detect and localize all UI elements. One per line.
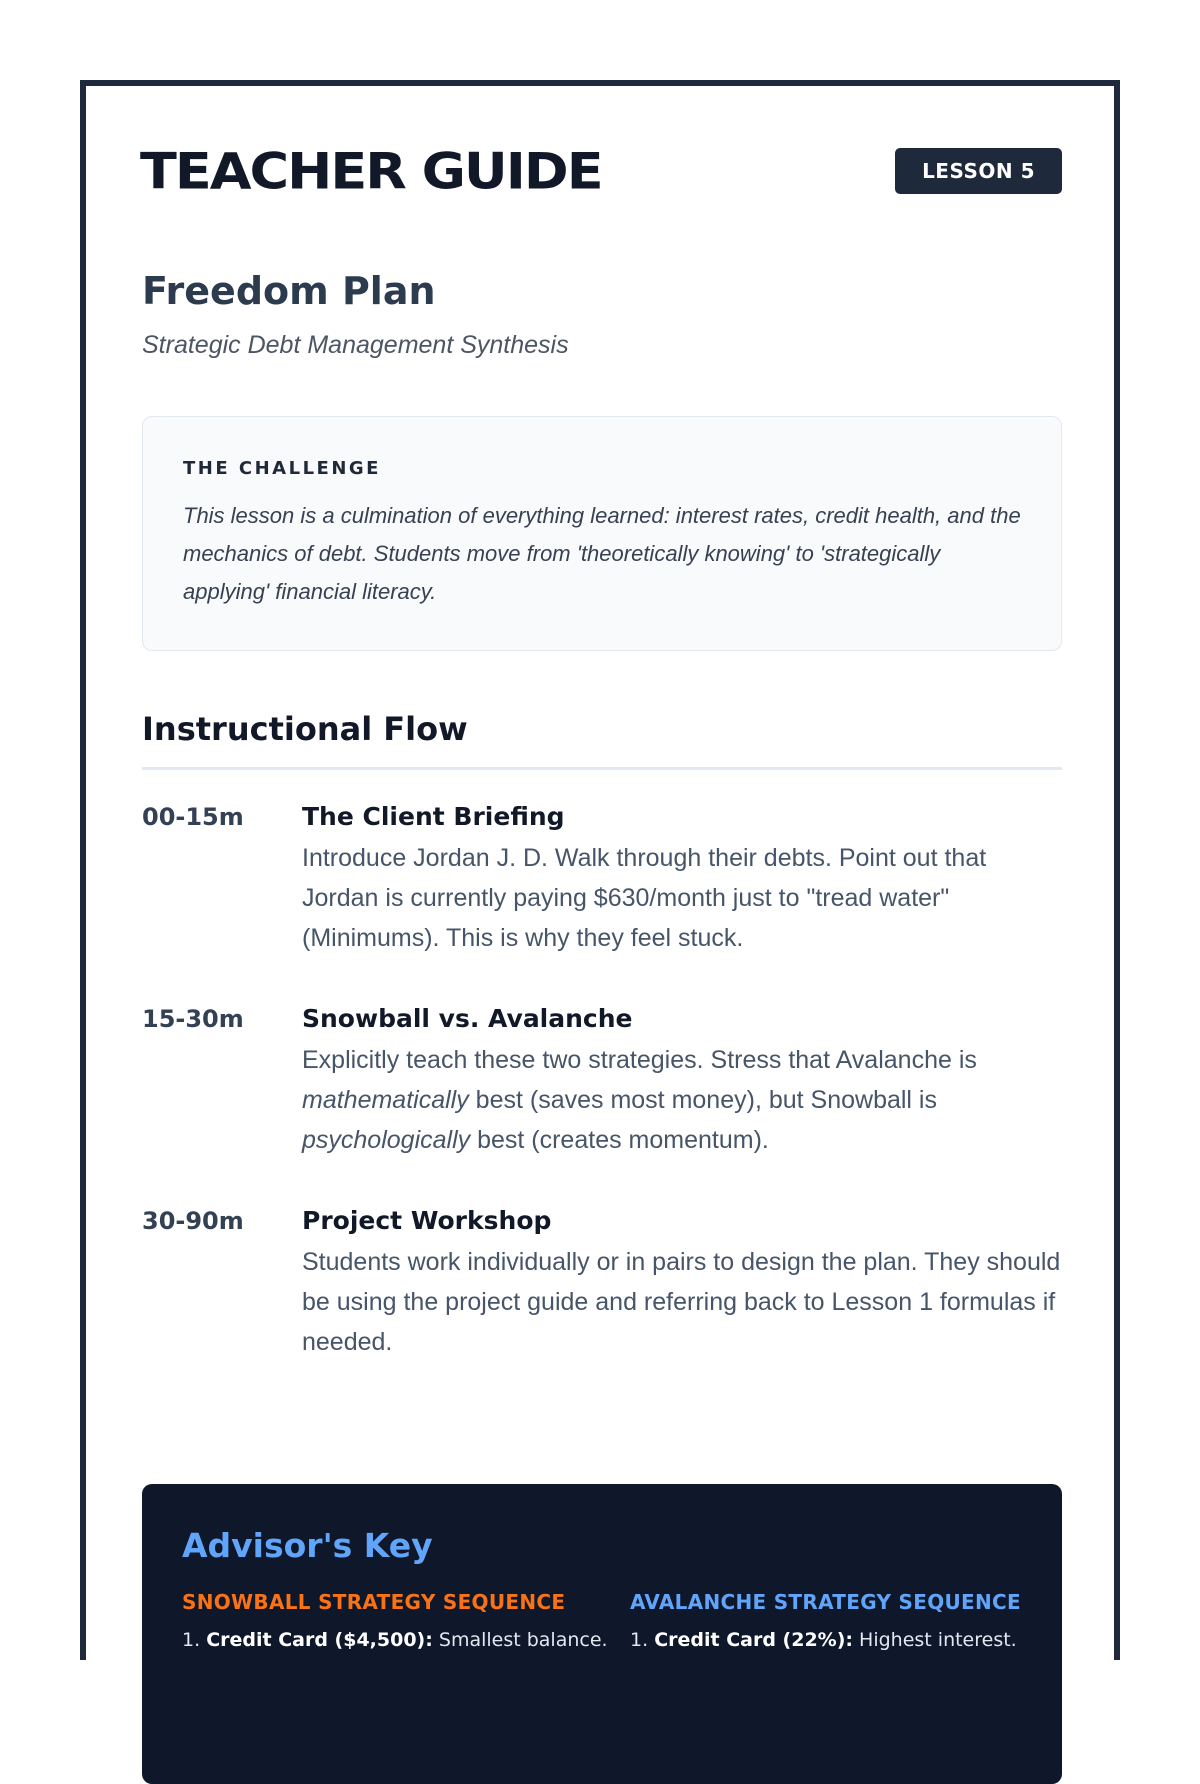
snowball-heading: SNOWBALL STRATEGY SEQUENCE: [182, 1590, 566, 1614]
flow-item: [142, 1002, 1062, 1160]
flow-desc-text: best (saves most money), but Snowball is: [468, 1086, 937, 1114]
flow-desc-text: best (creates momentum).: [470, 1126, 769, 1154]
flow-desc: Students work individually or in pairs to design the plan. They should be using the project guide and referring back to Lesson 1 formulas if needed.: [302, 1248, 1061, 1356]
advisor-columns: [182, 1588, 1022, 1654]
lesson-subtitle: Strategic Debt Management Synthesis: [142, 331, 569, 359]
avalanche-column: [630, 1588, 1078, 1654]
advisor-key-panel: [142, 1484, 1062, 1784]
advisor-title: Advisor's Key: [182, 1526, 433, 1565]
item-text: Highest interest.: [853, 1629, 1017, 1651]
page-title: TEACHER GUIDE: [140, 142, 602, 201]
flow-item: [142, 800, 1062, 958]
flow-body: [302, 1002, 1062, 1160]
flow-time: 15-30m: [142, 1005, 244, 1033]
item-label: Credit Card (22%):: [654, 1629, 853, 1651]
avalanche-item: [630, 1626, 1078, 1654]
challenge-box: [142, 416, 1062, 651]
flow-desc-text: Explicitly teach these two strategies. Stress that Avalanche is: [302, 1046, 977, 1074]
flow-body: [302, 800, 1062, 958]
challenge-text: This lesson is a culmination of everything learned: interest rates, credit health, and the mechanics of debt. Students move from 'theoretically knowing' to 'strategically applying' financial literacy.: [183, 503, 1021, 604]
flow-desc: Introduce Jordan J. D. Walk through their debts. Point out that Jordan is currently paying $630/month just to "tread water" (Minimums). This is why they feel stuck.: [302, 844, 987, 952]
lesson-title: Freedom Plan: [142, 269, 436, 313]
flow-title: Project Workshop: [302, 1206, 552, 1235]
snowball-column: [182, 1588, 630, 1654]
flow-desc-emphasis: mathematically: [302, 1086, 469, 1114]
flow-time: 30-90m: [142, 1207, 244, 1235]
lesson-badge: LESSON 5: [895, 148, 1062, 194]
guide-content: [140, 142, 1062, 1651]
flow-heading: Instructional Flow: [142, 709, 1062, 770]
flow-desc-emphasis: psychologically: [302, 1126, 471, 1154]
flow-time: 00-15m: [142, 803, 244, 831]
header: [142, 142, 1062, 206]
challenge-label: THE CHALLENGE: [183, 458, 381, 479]
flow-body: [302, 1204, 1062, 1362]
item-label: Credit Card ($4,500):: [206, 1629, 433, 1651]
flow-title: Snowball vs. Avalanche: [302, 1004, 633, 1033]
item-number: 1.: [182, 1629, 201, 1651]
flow-list: [142, 800, 1062, 1362]
guide-page: [80, 80, 1120, 1660]
flow-item: [142, 1204, 1062, 1362]
item-text: Smallest balance.: [432, 1629, 608, 1651]
item-number: 1.: [630, 1629, 649, 1651]
snowball-item: [182, 1626, 630, 1654]
avalanche-heading: AVALANCHE STRATEGY SEQUENCE: [630, 1590, 1021, 1614]
flow-desc: [302, 1040, 1062, 1160]
flow-title: The Client Briefing: [302, 802, 565, 831]
